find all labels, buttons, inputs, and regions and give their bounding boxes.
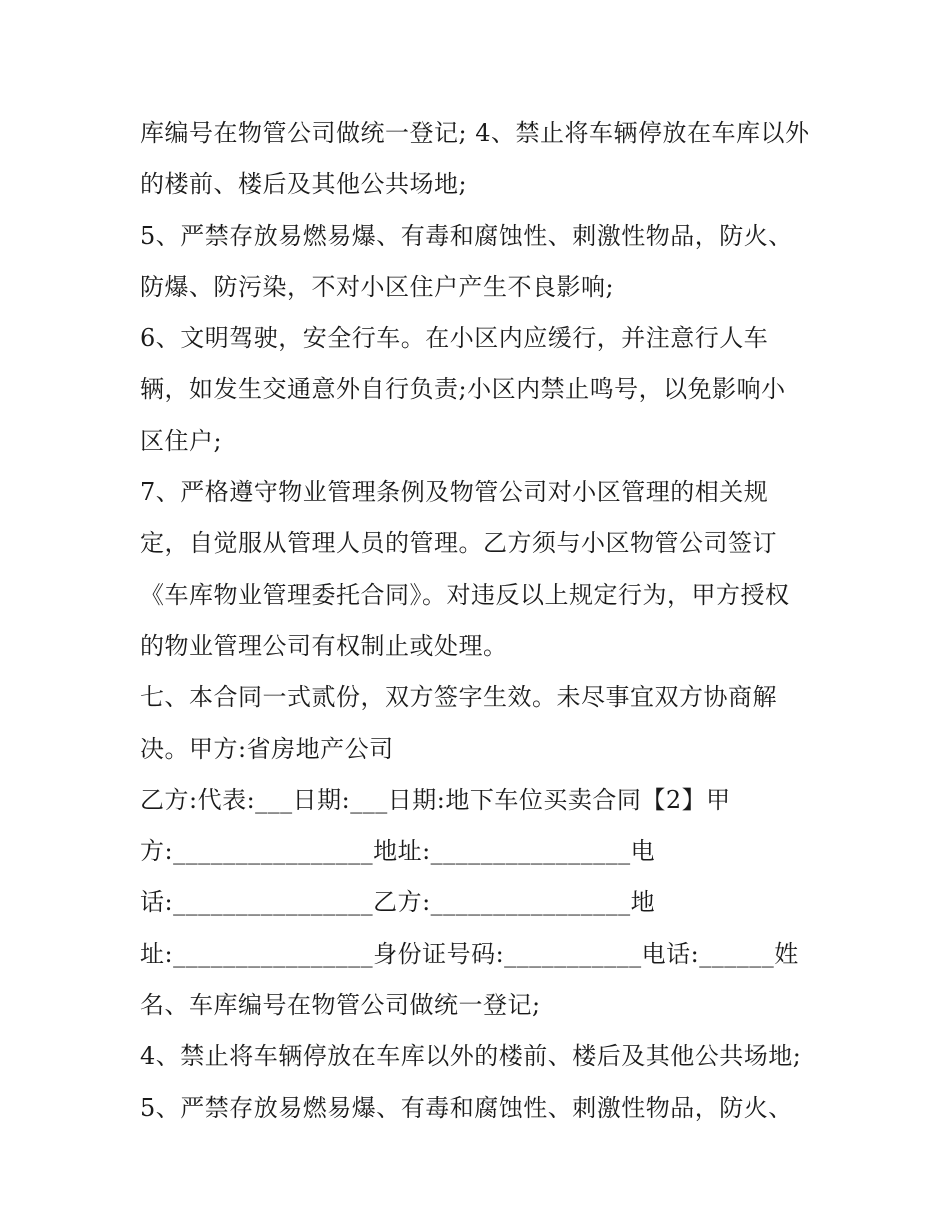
text-line-3: 5、严禁存放易燃易爆、有毒和腐蚀性、刺激性物品，防火、 <box>140 221 793 250</box>
text-line-17: 址:________________身份证号码:___________电话:______姓 <box>140 939 799 968</box>
text-line-5: 6、文明驾驶，安全行车。在小区内应缓行，并注意行人车 <box>140 324 769 353</box>
text-line-18: 名、车库编号在物管公司做统一登记; <box>140 991 541 1020</box>
text-line-16: 话:________________乙方:________________地 <box>140 888 656 917</box>
text-line-8: 7、严格遵守物业管理条例及物管公司对小区管理的相关规 <box>140 478 769 507</box>
text-line-7: 区住户; <box>140 426 223 455</box>
text-line-19: 4、禁止将车辆停放在车库以外的楼前、楼后及其他公共场地; <box>140 1042 802 1071</box>
text-line-9: 定，自觉服从管理人员的管理。乙方须与小区物管公司签订 <box>140 529 777 558</box>
text-line-15: 方:________________地址:________________电 <box>140 837 656 866</box>
text-line-6: 辆，如发生交通意外自行负责;小区内禁止鸣号，以免影响小 <box>140 375 786 404</box>
contract-text-body <box>140 108 820 1134</box>
text-line-4: 防爆、防污染，不对小区住户产生不良影响; <box>140 272 615 301</box>
text-line-12: 七、本合同一式贰份，双方签字生效。未尽事宜双方协商解 <box>140 683 777 712</box>
text-line-13: 决。甲方:省房地产公司 <box>140 734 394 763</box>
text-line-1: 库编号在物管公司做统一登记; 4、禁止将车辆停放在车库以外 <box>140 119 810 147</box>
text-line-20: 5、严禁存放易燃易爆、有毒和腐蚀性、刺激性物品，防火、 <box>140 1093 793 1122</box>
text-line-14: 乙方:代表:___日期:___日期:地下车位买卖合同【2】甲 <box>140 785 731 814</box>
text-line-10: 《车库物业管理委托合同》。对违反以上规定行为，甲方授权 <box>140 580 790 609</box>
text-line-2: 的楼前、楼后及其他公共场地; <box>140 170 468 199</box>
text-line-11: 的物业管理公司有权制止或处理。 <box>140 631 508 660</box>
